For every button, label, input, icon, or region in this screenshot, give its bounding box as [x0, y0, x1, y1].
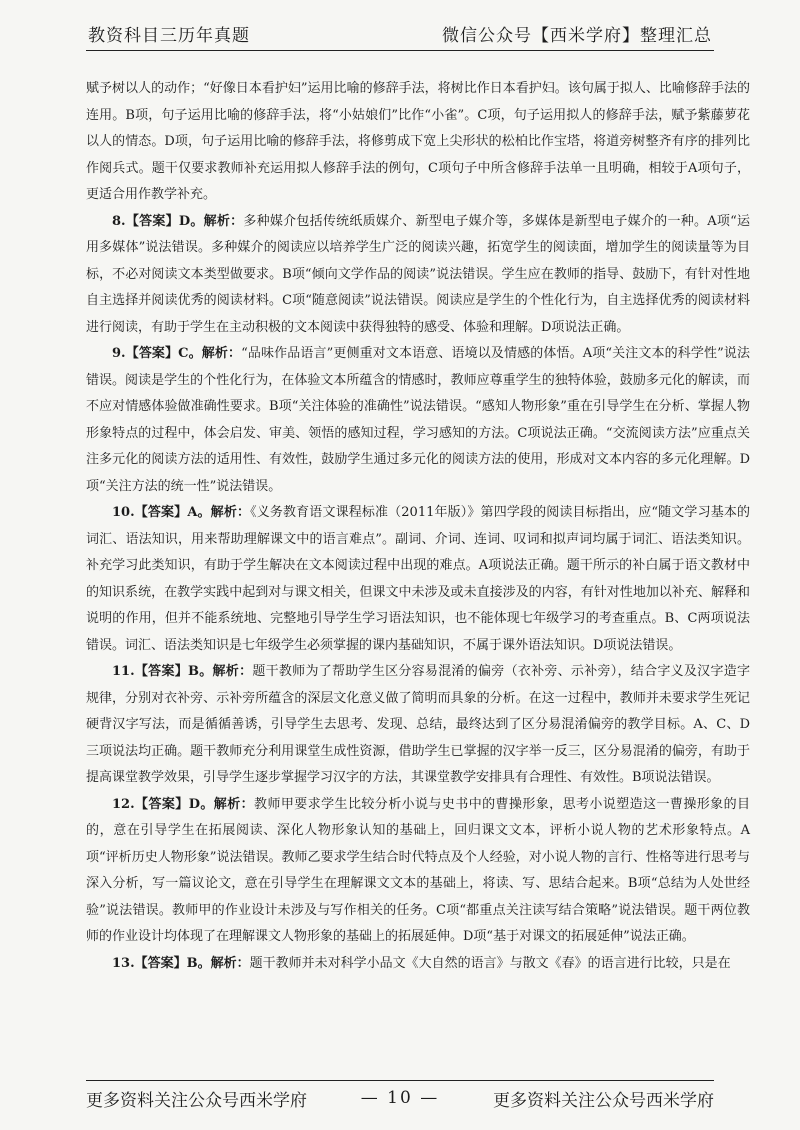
- answer-explanation: “品味作品语言”更侧重对文本语意、语境以及情感的体悟。A项“关注文本的科学性”说法错误。阅读是学生的个性化行为，在体验文本所蕴含的情感时，教师应尊重学生的独特体验，鼓励多元化的解读，而不应对情感体验做准确性要求。B项“关注体验的准确性”说法错误。“感知人物形象”重在引导学生在分析、掌握人物形象特点的过程中，体会启发、审美、领悟的感知过程，学习感知的方法。C项说法正确。“交流阅读方法”应重点关注多元化的阅读方法的适用性、有效性，鼓励学生通过多元化的阅读方法的使用，形成对文本内容的多元化理解。D项“关注方法的统一性”说法错误。: [86, 346, 750, 494]
- paragraph-continuation: [86, 76, 750, 209]
- answer-explanation: 题干教师并未对科学小品文《大自然的语言》与散文《春》的语言进行比较，只是在: [249, 955, 731, 971]
- answer-label: 13.【答案】B。解析：: [112, 955, 250, 971]
- answer-item-8: [86, 209, 750, 342]
- answer-item-10: [86, 500, 750, 659]
- footer-divider: [86, 1080, 714, 1081]
- answer-label: 10.【答案】A。解析：: [112, 505, 251, 520]
- answer-explanation: 《义务教育语文课程标准（2011年版）》第四学段的阅读目标指出，应“随文学习基本的词汇、语法知识，用来帮助理解课文中的语言难点”。副词、介词、连词、叹词和拟声词均属于词汇、语法类知识。补充学习此类知识，有助于学生解决在文本阅读过程中出现的难点。A项说法正确。题干所示的补白属于语文教材中的知识系统，在教学实践中起到对与课文相关，但课文中未涉及或未直接涉及的内容，有针对性地加以补充、解释和说明的作用，但并不能系统地、完整地引导学生学习语法知识，也不能体现七年级学习的考查重点。B、C两项说法错误。词汇、语法类知识是七年级学生必须掌握的课内基础知识，不属于课外语法知识。D项说法错误。: [86, 505, 750, 653]
- answer-explanation: 教师甲要求学生比较分析小说与史书中的曹操形象，思考小说塑造这一曹操形象的目的，意在引导学生在拓展阅读、深化人物形象认知的基础上，回归课文文本，评析小说人物的艺术形象特点。A项“评析历史人物形象”说法错误。教师乙要求学生结合时代特点及个人经验，对小说人物的言行、性格等进行思考与深入分析，写一篇议论文，意在引导学生在理解课文文本的基础上，将读、写、思结合起来。B项“总结为人处世经验”说法错误。教师甲的作业设计未涉及与写作相关的任务。C项“都重点关注读写结合策略”说法错误。题干两位教师的作业设计均体现了在理解课文人物形象的基础上的拓展延伸。D项“基于对课文的拓展延伸”说法正确。: [86, 796, 750, 944]
- answer-explanation: 多种媒介包括传统纸质媒介、新型电子媒介等，多媒体是新型电子媒介的一种。A项“运用多媒体”说法错误。多种媒介的阅读应以培养学生广泛的阅读兴趣，拓宽学生的阅读面，增加学生的阅读量等为目标，不必对阅读文本类型做要求。B项“倾向文学作品的阅读”说法错误。学生应在教师的指导、鼓励下，有针对性地自主选择并阅读优秀的阅读材料。C项“随意阅读”说法错误。阅读应是学生的个性化行为，自主选择优秀的阅读材料进行阅读，有助于学生在主动积极的文本阅读中获得独特的感受、体验和理解。D项说法正确。: [86, 213, 750, 335]
- header-divider: [86, 50, 714, 51]
- page-header: [88, 16, 712, 46]
- header-source: 微信公众号【西米学府】整理汇总: [442, 26, 712, 46]
- answer-label: 12.【答案】D。解析：: [112, 796, 255, 812]
- paragraph-text: 赋予树以人的动作；“好像日本看护妇”运用比喻的修辞手法，将树比作日本看护妇。该句属于拟人、比喻修辞手法的连用。B项，句子运用比喻的修辞手法，将“小姑娘们”比作“小雀”。C项，句子运用拟人的修辞手法，赋予紫藤萝花以人的情态。D项，句子运用比喻的修辞手法，将修剪成下宽上尖形状的松柏比作宝塔，将道旁树整齐有序的排列比作阅兵式。题干仅要求教师补充运用拟人修辞手法的例句，C项句子中所含修辞手法单一且明确，相较于A项句子，更适合用作教学补充。: [86, 81, 750, 202]
- answer-explanation: 题干教师为了帮助学生区分容易混淆的偏旁（衣补旁、示补旁），结合字义及汉字造字规律，分别对衣补旁、示补旁所蕴含的深层文化意义做了简明而具象的分析。在这一过程中，教师并未要求学生死记硬背汉字写法，而是循循善诱，引导学生去思考、发现、总结，最终达到了区分易混淆偏旁的教学目标。A、C、D三项说法均正确。题干教师充分利用课堂生成性资源，借助学生已掌握的汉字举一反三，区分易混淆的偏旁，有助于提高课堂教学效果，引导学生逐步掌握学习汉字的方法，其课堂教学安排具有合理性、有效性。B项说法错误。: [86, 664, 750, 785]
- answer-content: [86, 76, 750, 977]
- answer-label: 11.【答案】B。解析：: [112, 664, 253, 679]
- footer-promo-left: 更多资料关注公众号西米学府: [86, 1090, 307, 1111]
- answer-item-11: [86, 659, 750, 792]
- answer-label: 8.【答案】D。解析：: [112, 213, 244, 229]
- answer-item-9: [86, 341, 750, 500]
- answer-item-12: [86, 792, 750, 951]
- footer-promo-right: 更多资料关注公众号西米学府: [493, 1090, 714, 1111]
- page-number: — 10 —: [360, 1088, 440, 1108]
- header-title: 教资科目三历年真题: [88, 26, 250, 46]
- answer-item-13: [86, 951, 750, 978]
- answer-label: 9.【答案】C。解析：: [112, 346, 242, 361]
- page-footer: [86, 1084, 714, 1112]
